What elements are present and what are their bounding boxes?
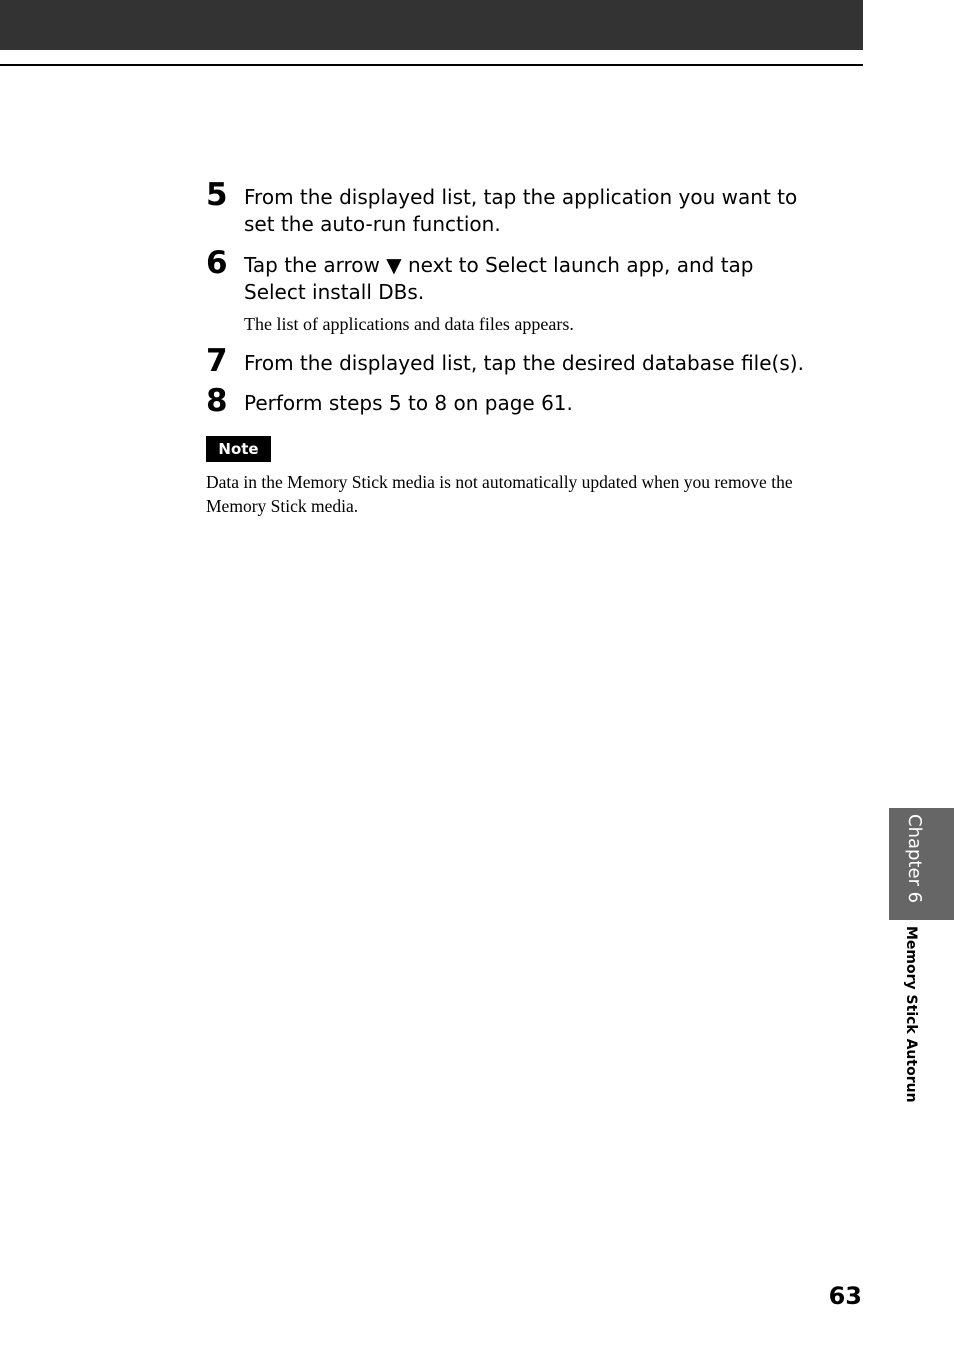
note-text: Data in the Memory Stick media is not automatically updated when you remove the Memory Stick media. [206, 472, 793, 516]
step-text: From the displayed list, tap the desired database file(s). [244, 351, 804, 375]
step-number: 5 [206, 177, 228, 213]
step-number: 8 [206, 383, 228, 419]
note-label: Note [206, 436, 271, 462]
header-bar [0, 0, 863, 50]
chapter-label: Chapter 6 [904, 814, 925, 904]
step-text: Tap the arrow ▼ next to Select launch app, and tap Select install DBs. [244, 253, 754, 304]
page-number: 63 [828, 1282, 862, 1310]
step-number: 7 [206, 343, 228, 379]
section-label: Memory Stick Autorun [903, 926, 919, 1103]
step-text: From the displayed list, tap the application you want to set the auto-run function. [244, 185, 798, 236]
step-number: 6 [206, 245, 228, 281]
step-text: Perform steps 5 to 8 on page 61. [244, 391, 573, 415]
header-rule [0, 64, 863, 66]
step-result-text: The list of applications and data files appears. [244, 314, 574, 334]
